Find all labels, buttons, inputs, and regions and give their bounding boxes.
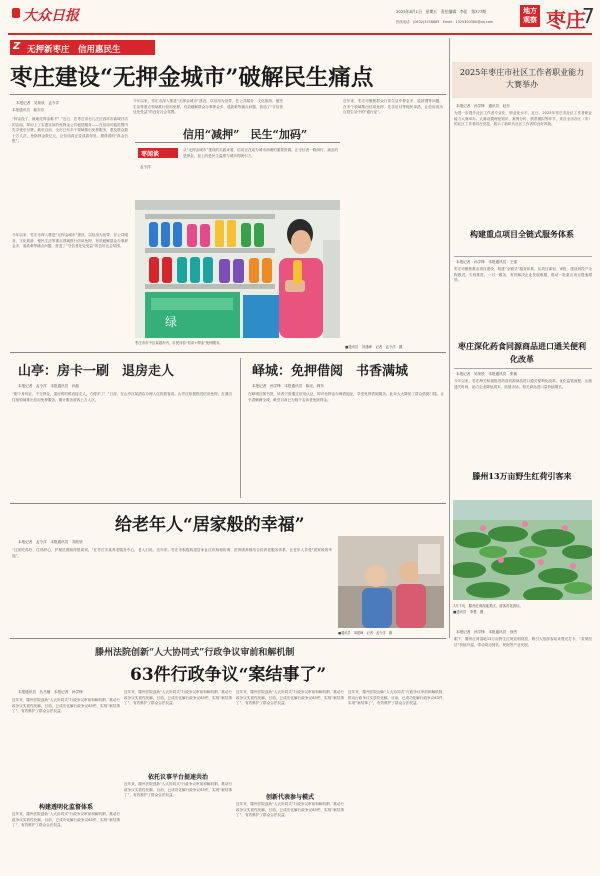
story-b-byline: 本报记者 孙学锋 本报通讯员 陈光，韩东 [252, 384, 324, 388]
story-d-rule [454, 368, 592, 369]
feature-title: 信用“减押” 民生“加码” [182, 128, 308, 141]
lead-para-1: 本报通讯员 郝东东 [12, 108, 45, 112]
feature-byline: 孟令洋 [140, 165, 151, 169]
supermarket-photo [135, 200, 340, 338]
legal-col3-para: 近年来，滕州法院创新“人大协同式”行政争议审前和解机制，推动行政争议实质性化解。目前，已成功化解行政争议63件，实现“案结事了”，有效维护了群众合法权益。 [236, 690, 344, 706]
slogan-tag: Z [13, 41, 21, 52]
feature-para: 从“无押金城市”建设的实践来看，信用正在成为城市治理的重要资源。让守信者一路绿灯、减去的是押金，加上的是民生温度与城市的吸引力。 [183, 148, 338, 158]
feature-rule [135, 142, 340, 143]
elderly-illustration [338, 536, 444, 628]
legal-para: 近年来，滕州法院创新“人大协同式”行政争议审前和解机制，推动行政争议实质性化解。目前，已成功化解行政争议63件，实现“案结事了”，有效维护了群众合法权益。 [12, 698, 120, 714]
supermarket-illustration [135, 200, 340, 338]
lead-para-continued: 今年以来，枣庄市深入推进“无押金城市”建设，以信用为纽带，在公共服务、文化旅游、便民生活等重点领域推行信用免押，有效破解群众办事押金多、退款难等痛点问题，营造了“守信者处处受益”的良好社会氛围。 [133, 99, 283, 115]
story-d-byline: 本报记者 吴荣欣 本报通讯员 张敏 [456, 372, 518, 376]
legal-para-a: 近年来，滕州法院创新“人大协同式”行政争议审前和解机制，推动行政争议实质性化解。目前，已成功化解行政争议63件，实现“案结事了”，有效维护了群众合法权益。 [12, 812, 120, 828]
masthead [0, 0, 600, 32]
lead-headline-rule [10, 94, 446, 95]
feature-column-tag: 枣闻谈 [141, 151, 160, 158]
lotus-photo [453, 500, 592, 600]
story-e-headline: 滕州13万亩野生红荷引客来 [472, 471, 572, 481]
legal-subhead-3: 创新代表参与模式 [265, 794, 314, 801]
lead-para-3: 今年以来，枣庄市深入推进“无押金城市”建设，以信用为纽带，在公共服务、文化旅游、便民生活等重点领域推行信用免押，有效破解群众办事押金多、退款难等痛点问题，营造了“守信者处处受益”的良好社会氛围。 [12, 233, 128, 249]
legal-col2-para: 近年来，滕州法院创新“人大协同式”行政争议审前和解机制，推动行政争议实质性化解。目前，已成功化解行政争议63件，实现“案结事了”，有效维护了群众合法权益。 [124, 690, 232, 706]
lotus-illustration [453, 500, 592, 600]
story-d-headline: 枣庄深化药食同源商品进口通关便利化改革 [458, 341, 586, 364]
legal-col4-para: 近年来，滕州法院创新“人大协同式”行政争议审前和解机制，推动行政争议实质性化解。目前，已成功化解行政争议63件，实现“案结事了”，有效维护了群众合法权益。 [348, 690, 446, 706]
elderly-photo-caption: ■通讯员 刘建峰 记者 孟令洋 摄 [338, 631, 393, 635]
legal-subhead-2: 依托议事平台提速共治 [147, 774, 208, 781]
legal-rule [10, 638, 446, 639]
side-divider [449, 38, 450, 638]
story-c-para: 枣庄市聚焦重点项目建设，构建“全链式”服务体系，从项目谋划、审批、建设到投产全程跟进，专班推进、一对一服务，有效解决企业发展难题，推动一批重点项目提速增效。 [454, 267, 592, 283]
legal-headline: 63件行政争议“案结事了” [130, 665, 327, 685]
region-name: 枣庄 [546, 8, 586, 32]
elderly-byline: 本报记者 孟令洋 本报通讯员 刘欣欣 [18, 540, 83, 544]
legal-subhead-1: 构建透明化监督体系 [38, 804, 93, 811]
lotus-caption: 7月下旬，滕州红荷湿地景区，游客赏花游玩。 [453, 604, 523, 608]
story-ab-divider [240, 358, 241, 498]
legal-col2-para-b: 近年来，滕州法院创新“人大协同式”行政争议审前和解机制，推动行政争议实质性化解。目前，已成功化解行政争议63件，实现“案结事了”，有效维护了群众合法权益。 [124, 782, 232, 798]
story-b-para: 在峄城区图书馆，读者只需通过信用认证，即可免押金办理借阅证，享受免押借阅服务。此举大大降低了群众借阅门槛，让书香飘满全城，截至目前已为数千名读者免除押金。 [248, 392, 444, 402]
story-a-byline: 本报记者 孟令洋 本报通讯员 孙振 [18, 384, 80, 388]
svg-text:绿: 绿 [165, 315, 178, 329]
elderly-photo [338, 536, 444, 628]
story-c-headline: 构建重点项目全链式服务体系 [470, 229, 574, 239]
side-para: 为进一步提升社区工作者专业化、职业化水平，近日，2025年枣庄市社区工作者职业能力大赛举办。大赛设置理论知识、案例分析、情景模拟等环节，来自全市各区（市）的社区工作者同台竞技，展示了新时代社区工作者的良好风貌。 [454, 111, 592, 127]
legal-kicker: 滕州法院创新“人大协同式”行政争议审前和解机制 [95, 648, 295, 658]
side-byline: 本报记者 孙学锋 通讯员 赵东 [456, 104, 510, 108]
photo-caption: 枣庄市市中区某超市内，市民体验“信用+押金”免押服务。 [135, 341, 223, 345]
lead-para-2: “押金没了，就地化押金难不？”近日，在枣庄市台儿庄区西环市新城开店的志南，却用上了实惠实用的免押金公共租赁服务——在信用可能范围内先享受后付费。截至目前，全市已有多个领域推出免押服务，惠及群众数十万人次，免除押金数亿元，让信用真正变成看得见、摸得着的“真金白银”。 [12, 117, 128, 144]
story-e-para: 眼下，滕州红荷湿地13万亩野生红荷竞相绽放，吸引大批游客前来观光打卡，“赏荷经济”持续升温，带动周边餐饮、民宿等产业发展。 [454, 637, 592, 647]
story-a-headline: 山亭：房卡一刷 退房走人 [18, 364, 175, 379]
paper-logo: 大众日报 [23, 8, 79, 24]
story-b-headline: 峄城：免押借阅 书香满城 [252, 364, 409, 379]
lead-headline: 枣庄建设“无押金城市”破解民生痛点 [10, 65, 374, 91]
story-a-para: “刷个身份证，不交押金，退房的时候直接走人，方便多了！”日前，在山亭区某酒店办理入住的游客说。山亭区积极推进信用免押，在酒店住宿领域推出信用免押服务，累计服务游客上万人次。 [12, 392, 232, 402]
page-number: 7 [582, 4, 595, 28]
side-header: 2025年枣庄市社区工作者职业能力大赛举办 [459, 68, 585, 89]
elderly-para: “这里吃得好、住得舒心，护理员照顾得很周到。”在枣庄市某养老服务中心，老人们说。近年来，枣庄市积极构建居家社区机构相协调、医养康养相结合的养老服务体系，让老年人享受“居家般的幸福”。 [12, 548, 332, 558]
elderly-headline: 给老年人“居家般的幸福” [115, 515, 305, 535]
elderly-rule [10, 503, 446, 504]
hotline: 热线电话：(0632)3158885 Email：1325300360@qq.com [396, 20, 494, 24]
slogan-text: 无押新枣庄 信用惠民生 [27, 45, 121, 55]
issue-date: 2025年8月1日 星期五 责任编辑 李佳 第377期 [396, 9, 487, 14]
paper-logo-icon [12, 8, 20, 18]
legal-col3-para-b: 近年来，滕州法院创新“人大协同式”行政争议审前和解机制，推动行政争议实质性化解。目前，已成功化解行政争议63件，实现“案结事了”，有效维护了群众合法权益。 [236, 802, 344, 818]
mid-rule [10, 352, 446, 353]
story-c-rule [454, 256, 592, 257]
story-e-byline: 本报记者 孙学锋 本报通讯员 徐杰 [456, 630, 518, 634]
story-c-byline: 本报记者 孙学锋 本报通讯员 王强 [456, 260, 518, 264]
legal-byline: 本报通讯员 丛冬楠 本报记者 孙学锋 [18, 690, 83, 694]
photo-credit: ■通讯员 刘建峰 记者 孟令洋 摄 [345, 345, 403, 349]
story-d-para: 今年以来，枣庄海关积极推进药食同源商品进口通关便利化改革，优化监管流程，压缩通关时间，助力企业降低成本、拓展市场，相关商品进口量持续增长。 [454, 379, 592, 389]
lotus-credit: ■通讯员 李慧 摄 [453, 610, 484, 614]
lead-byline: 本报记者 吴荣欣 孟令洋 [16, 101, 60, 105]
section-name: 地方观察 [523, 7, 537, 24]
masthead-rule [8, 33, 592, 35]
article-right-para: 近年来，枣庄市聚焦群众日常生活中押金多、退款慢等问题，在多个领域推出信用免押、先享后付等便民举措，让信用成为百姓生活中的“通行证”。 [343, 99, 443, 115]
